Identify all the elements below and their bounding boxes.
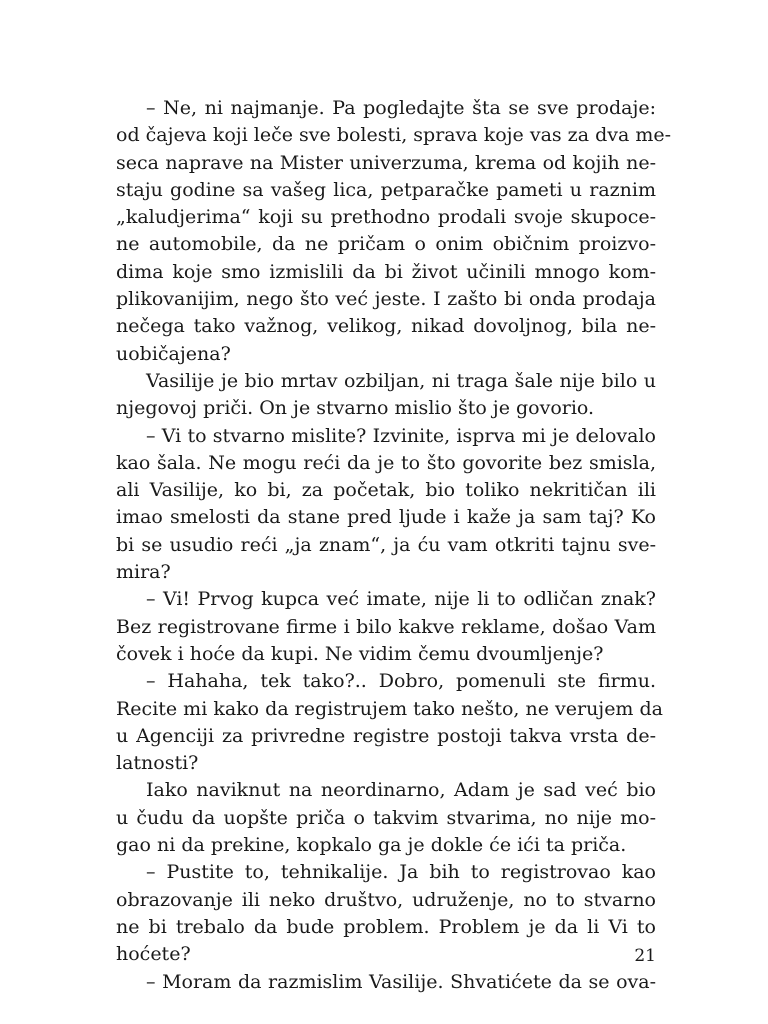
text-line: imao smelosti da stane pred ljude i kaže ja sam taj? Ko (116, 506, 656, 529)
text-line: plikovanijim, nego što već jeste. I zašto bi onda prodaja (116, 288, 656, 311)
text-line: mira? (116, 561, 171, 584)
text-line: Vasilije je bio mrtav ozbiljan, ni traga šale nije bilo u (146, 369, 656, 392)
paragraph (116, 859, 656, 968)
text-line: hoćete? (116, 943, 191, 966)
text-line: od čajeva koji leče sve bolesti, sprava koje vas za dva me- (116, 124, 672, 147)
text-line: – Pustite to, tehnikalije. Ja bih to registrovao kao (146, 861, 656, 884)
text-line: Recite mi kako da registrujem tako nešto, ne verujem da (116, 697, 663, 720)
text-line: staju godine sa vašeg lica, petparačke pameti u raznim (116, 178, 656, 201)
text-line: latnosti? (116, 752, 199, 775)
text-line: ne bi trebalo da bude problem. Problem je da li Vi to (116, 915, 656, 938)
text-line: Iako naviknut na neordinarno, Adam je sad već bio (146, 779, 656, 802)
paragraph (116, 969, 656, 996)
text-line: – Vi to stvarno mislite? Izvinite, isprva mi je delovalo (146, 424, 656, 447)
paragraph (116, 95, 672, 368)
text-line: – Hahaha, tek tako?.. Dobro, pomenuli ste firmu. (146, 670, 656, 693)
text-line: dima koje smo izmislili da bi život učinili mnogo kom- (116, 260, 656, 283)
text-line: ne automobile, da ne pričam o onim običnim proizvo- (116, 233, 656, 256)
text-line: gao ni da prekine, kopkalo ga je dokle će ići ta priča. (116, 834, 627, 857)
text-line: Bez registrovane firme i bilo kakve reklame, došao Vam (116, 615, 656, 638)
text-line: u čudu da uopšte priča o takvim stvarima, no nije mo- (116, 806, 656, 829)
text-line: njegovoj priči. On je stvarno mislio što je govorio. (116, 397, 595, 420)
text-line: uobičajena? (116, 342, 231, 365)
text-line: nečega tako važnog, velikog, nikad dovoljnog, bila ne- (116, 315, 656, 338)
text-line: čovek i hoće da kupi. Ne vidim čemu dvoumljenje? (116, 642, 604, 665)
text-line: – Moram da razmislim Vasilije. Shvatićete da se ova- (146, 970, 656, 993)
paragraph (116, 668, 663, 777)
text-line: seca naprave na Mister univerzuma, krema od kojih ne- (116, 151, 656, 174)
text-line: – Ne, ni najmanje. Pa pogledajte šta se sve prodaje: (146, 97, 656, 119)
paragraph (116, 777, 656, 859)
text-line: kao šala. Ne mogu reći da je to što govorite bez smisla, (116, 451, 656, 474)
text-line: obrazovanje ili neko društvo, udruženje, no to stvarno (116, 888, 656, 911)
text-line: bi se usudio reći „ja znam“, ja ću vam otkriti tajnu sve- (116, 533, 656, 556)
paragraph (116, 368, 656, 423)
text-line: „kaludjerima“ koji su prethodno prodali svoje skupoce- (116, 206, 656, 229)
text-line: ali Vasilije, ko bi, za početak, bio toliko nekritičan ili (116, 479, 656, 502)
paragraph (116, 423, 656, 587)
body-text (116, 95, 672, 996)
text-line: u Agenciji za privredne registre postoji takva vrsta de- (116, 724, 656, 747)
page-number: 21 (634, 946, 656, 966)
text-line: – Vi! Prvog kupca već imate, nije li to odličan znak? (146, 588, 656, 611)
paragraph (116, 586, 656, 668)
